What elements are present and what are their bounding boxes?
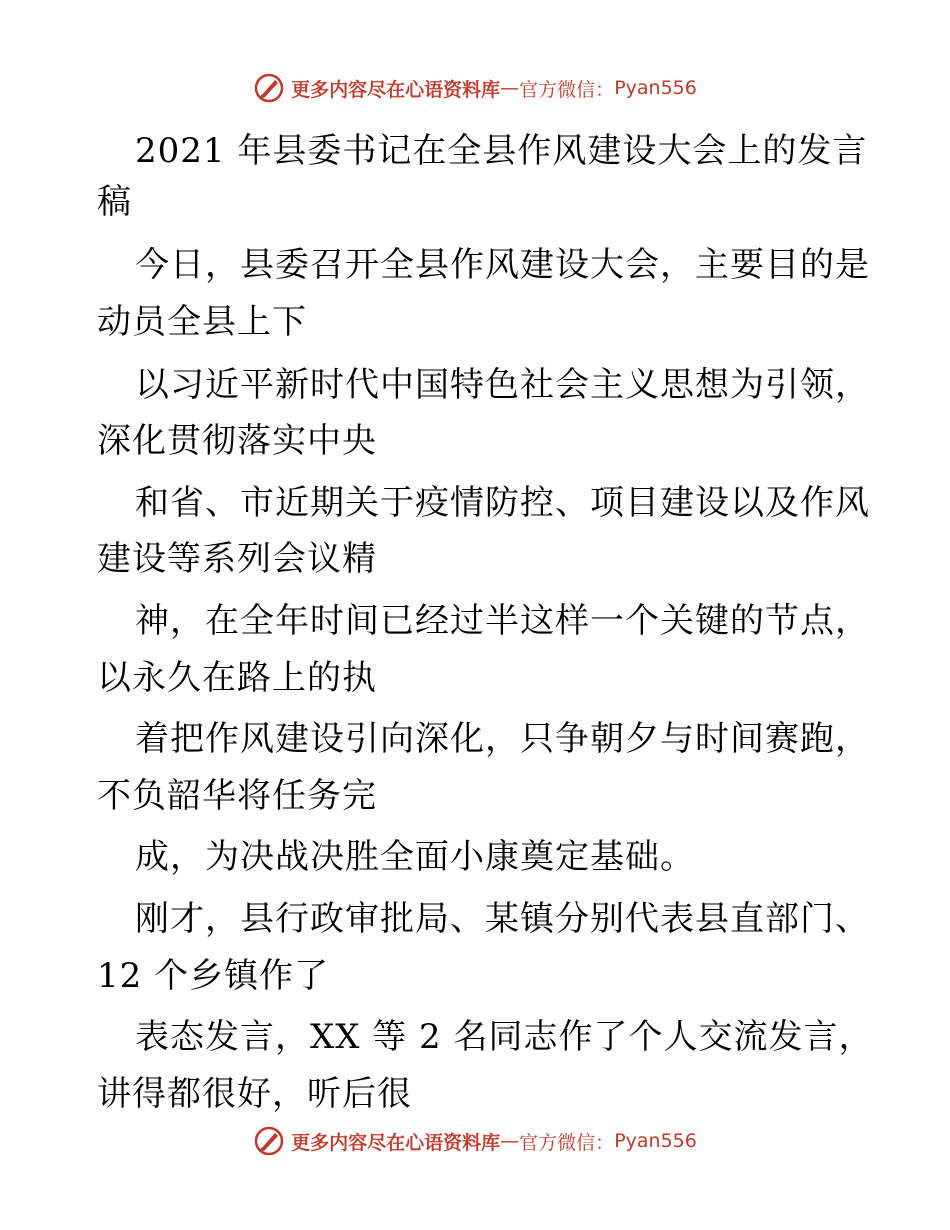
paragraph-line: 神，在全年时间已经过半这样一个关键的节点， <box>135 601 870 641</box>
footer-watermark <box>0 1121 950 1161</box>
paragraph-line: 讲得都很好，听后很 <box>97 1074 412 1114</box>
paragraph-line: 以永久在路上的执 <box>97 658 377 698</box>
document-title-line-1: 2021 年县委书记在全县作风建设大会上的发言 <box>135 131 868 171</box>
paragraph-line: 动员全县上下 <box>97 302 307 342</box>
paragraph-line: 和省、市近期关于疫情防控、项目建设以及作风 <box>135 483 870 523</box>
paragraph-line: 建设等系列会议精 <box>97 539 377 579</box>
paragraph-line: 表态发言，XX 等 2 名同志作了个人交流发言， <box>135 1017 874 1057</box>
watermark-separator: — <box>500 77 520 99</box>
watermark-wechat-label: 官方微信： <box>519 78 615 101</box>
watermark-brand: 更多内容尽在心语资料库 <box>291 1131 501 1154</box>
paragraph-line: 不负韶华将任务完 <box>97 776 377 816</box>
quill-pen-logo-icon <box>253 72 285 104</box>
paragraph-line: 深化贯彻落实中央 <box>97 421 377 461</box>
watermark-wechat-id: Pyan556 <box>614 77 697 99</box>
watermark-separator: — <box>500 1130 520 1152</box>
watermark-wechat-label: 官方微信： <box>519 1131 615 1154</box>
paragraph-line: 成，为决战决胜全面小康奠定基础。 <box>135 837 695 877</box>
header-watermark <box>0 68 950 108</box>
paragraph-line: 以习近平新时代中国特色社会主义思想为引领， <box>135 365 870 405</box>
paragraph-line: 刚才，县行政审批局、某镇分别代表县直部门、 <box>135 899 870 939</box>
paragraph-line: 12 个乡镇作了 <box>97 956 330 996</box>
watermark-wechat-id: Pyan556 <box>614 1130 697 1152</box>
paragraph-line: 着把作风建设引向深化，只争朝夕与时间赛跑， <box>135 719 870 759</box>
paragraph-line: 今日，县委召开全县作风建设大会，主要目的是 <box>135 245 870 285</box>
document-title-line-2: 稿 <box>97 182 132 222</box>
watermark-brand: 更多内容尽在心语资料库 <box>291 78 501 101</box>
quill-pen-logo-icon <box>253 1125 285 1157</box>
